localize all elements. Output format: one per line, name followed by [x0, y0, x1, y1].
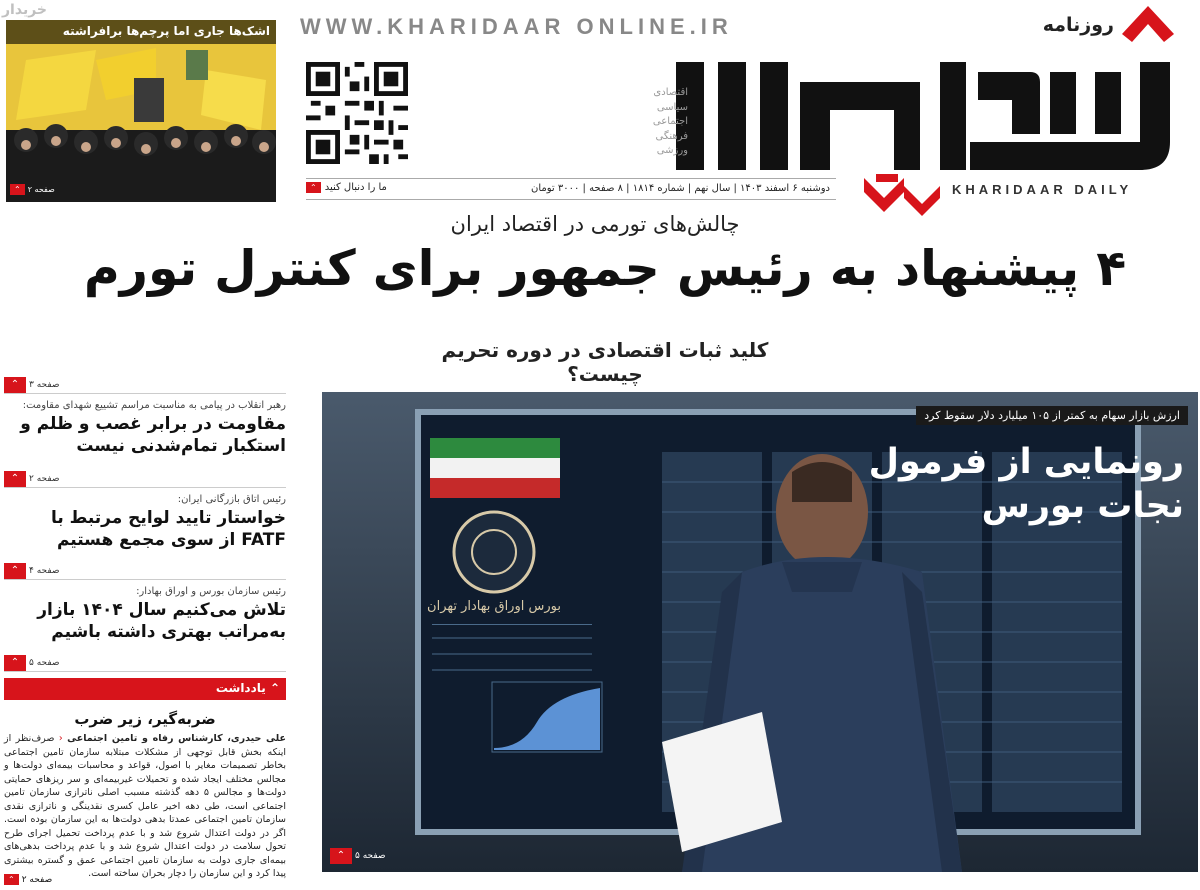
main-headline[interactable]: ۴ پیشنهاد به رئیس جمهور برای کنترل تورم — [83, 240, 1127, 297]
brief-kicker: رئیس اتاق بازرگانی ایران: — [177, 494, 286, 505]
brief-page-ref-label: صفحه ۲ — [29, 473, 60, 484]
paper-type-label: روزنامه — [1042, 14, 1114, 36]
brief-page-ref-label: صفحه ۳ — [29, 379, 60, 390]
qr-code-icon[interactable] — [306, 62, 408, 164]
promo-photo[interactable] — [6, 20, 276, 202]
chevron-up-icon: ⌃ — [4, 563, 26, 579]
brief-page-ref[interactable] — [4, 376, 286, 394]
brief-kicker: رئیس سازمان بورس و اوراق بهادار: — [136, 586, 286, 597]
brief-title: مقاومت در برابر غصب و ظلم و استکبار تمام‌شدنی نیست — [20, 414, 286, 456]
topic-list — [608, 86, 688, 159]
site-url[interactable]: WWW.KHARIDAAR ONLINE.IR — [300, 14, 733, 39]
chevron-up-icon: ⌃ — [4, 471, 26, 487]
brief-item[interactable] — [4, 376, 286, 457]
brief-page-ref[interactable] — [4, 562, 286, 580]
editorial-body — [4, 732, 286, 879]
follow-us-link[interactable] — [306, 182, 387, 193]
promo-page-ref-label: صفحه ۲ — [27, 185, 55, 194]
photo-page-ref[interactable] — [330, 848, 386, 864]
follow-us-label: ما را دنبال کنید — [324, 182, 387, 193]
brief-title: خواستار تایید لوایح مرتبط با FATF از سوی مجمع هستیم — [50, 508, 286, 550]
photo-page-ref-label: صفحه ۵ — [355, 851, 386, 861]
chevron-up-icon: ⌃ — [330, 848, 352, 864]
issue-info: دوشنبه ۶ اسفند ۱۴۰۳ | سال نهم | شماره ۱۸۱۴ | ۸ صفحه | ۳۰۰۰ تومان — [530, 183, 830, 194]
editorial-page-ref[interactable] — [4, 654, 286, 672]
topic-item: سیاسی — [656, 101, 688, 113]
screen-label: بورس اوراق بهادار تهران — [427, 599, 561, 614]
photo-story-title[interactable]: رونمایی از فرمول نجات بورس — [868, 442, 1184, 526]
editorial-author: علی حیدری، کارشناس رفاه و تامین اجتماعی — [67, 733, 286, 744]
brief-page-ref-label: صفحه ۴ — [29, 565, 60, 576]
chevron-up-icon: ⌃ — [306, 182, 321, 193]
editorial-section-bar — [4, 678, 286, 700]
lead-subheadline: کلید ثبات اقتصادی در دوره تحریم چیست؟ — [441, 338, 769, 386]
brief-kicker: رهبر انقلاب در پیامی به مناسبت مراسم تشییع شهدای مقاومت: — [22, 400, 286, 411]
chevron-up-icon: ⌃ — [265, 681, 280, 695]
chevron-up-icon: ⌃ — [4, 655, 26, 671]
brief-item[interactable] — [4, 562, 286, 643]
chevron-up-icon: ⌃ — [10, 184, 25, 195]
editorial-page-ref-row — [4, 654, 286, 672]
editorial-page-ref-label: صفحه ۵ — [29, 657, 60, 668]
crowd-photo-image — [6, 20, 276, 202]
promo-page-ref[interactable] — [10, 184, 55, 195]
brand-watermark: خریدار — [2, 2, 48, 18]
editorial-title[interactable]: ضربه‌گیر، زیر ضرب — [74, 710, 216, 728]
topic-item: فرهنگی — [655, 130, 688, 142]
chevron-up-icon: ⌃ — [4, 377, 26, 393]
issue-bar — [306, 178, 836, 200]
brief-title: تلاش می‌کنیم سال ۱۴۰۴ بازار به‌مراتب بهتری داشته باشیم — [37, 600, 286, 642]
topic-item: اجتماعی — [652, 116, 688, 127]
main-photo[interactable] — [322, 392, 1198, 872]
masthead-red-chevron-icon — [1120, 4, 1176, 44]
promo-headline: اشک‌ها جاری اما پرچم‌ها برافراشته — [6, 20, 276, 44]
editorial-section-label: یادداشت — [215, 681, 266, 695]
editorial-text: صرف‌نظر از اینکه بخش قابل توجهی از مشکلات مبتلابه سازمان تامین اجتماعی بخاطر تصمیمات مغایر با اصول، قواعد و محاسبات بیمه‌ای دولت‌ها و مجالس مختلف ایجاد شده و تحمیلات غیربیمه‌ای و سر ریزهای حمایتی دولت‌ها و مجالس ۵ دهه گذشته مسبب اصلی ناترازی سازمان تامین اجتماعی است، طی دهه اخیر عامل کسری نقدینگی و ناترازی نقدی سازمان تامین اجتماعی عمدتا بدهی دولت‌ها به این سازمان بوده است. اگر در دولت اعتدال شروع شد و با عدم پرداخت تحمیل اجرای طرح تحول سلامت در دولت اعتدال شروع شد و با عدم پرداخت بدهی‌های بیمه‌ای جاری دولت به سازمان تامین اجتماعی عمق و گستره بیشتری پیدا کرد و این سازمان را دچار بحران ساخته است. — [4, 733, 286, 879]
english-masthead: KHARIDAAR DAILY — [952, 182, 1133, 197]
chevron-up-icon: ⌃ — [4, 874, 19, 885]
photo-overline: ارزش بازار سهام به کمتر از ۱۰۵ میلیارد دلار سقوط کرد — [916, 406, 1188, 425]
topic-item: اقتصادی — [653, 87, 688, 98]
editorial-bottom-page-ref[interactable] — [4, 874, 286, 885]
brief-page-ref[interactable] — [4, 470, 286, 488]
lead-kicker: چالش‌های تورمی در اقتصاد ایران — [450, 212, 740, 236]
chevron-left-icon: ‹ — [54, 733, 63, 744]
masthead-logo[interactable] — [640, 42, 1200, 182]
brief-item[interactable] — [4, 470, 286, 551]
red-chevrons-icon — [864, 178, 946, 222]
topic-item: ورزشی — [656, 145, 688, 156]
editorial-bottom-page-ref-label: صفحه ۲ — [21, 874, 53, 885]
